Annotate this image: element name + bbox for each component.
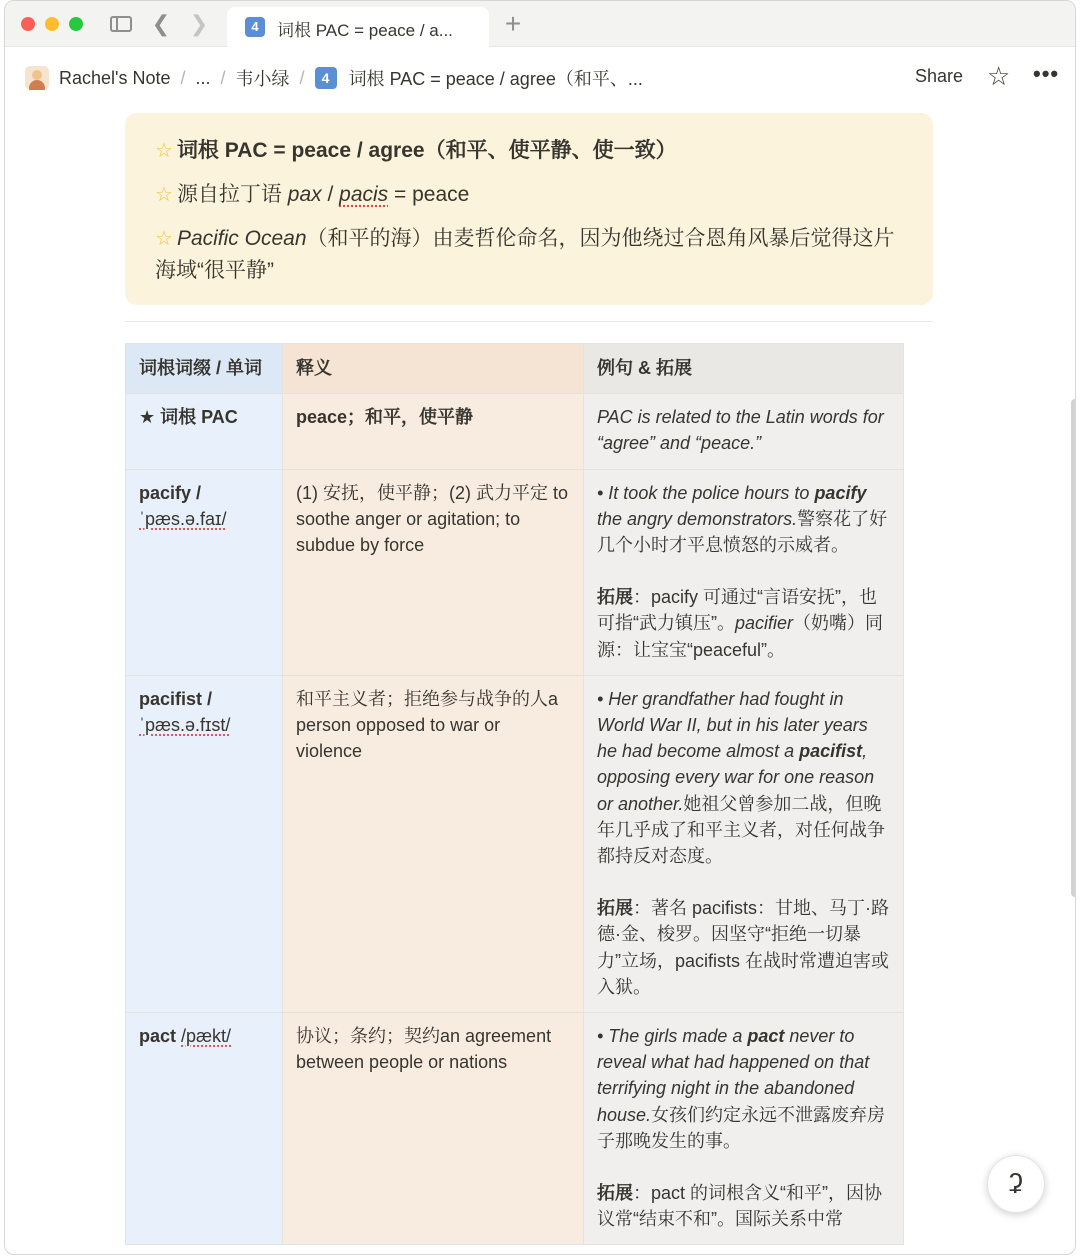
- extension-text: ：pacify 可通过“言语安抚”，也可指“武力镇压”。: [597, 587, 878, 634]
- share-button[interactable]: Share: [915, 66, 964, 86]
- cell-meaning[interactable]: 协议；条约；契约an agreement between people or nations: [283, 1013, 584, 1245]
- example-translation: 警察花了好几个小时才平息愤怒的示威者。: [597, 508, 888, 556]
- back-arrow-icon[interactable]: ❮: [151, 11, 171, 36]
- cell-word[interactable]: [126, 675, 283, 1012]
- keycap-four-icon: 4: [245, 17, 265, 37]
- example-text: • It took the police hours to: [597, 482, 815, 503]
- extension-label: 拓展: [597, 1183, 633, 1204]
- star-icon: ☆: [155, 228, 173, 250]
- example-sentence: [597, 480, 891, 559]
- keycap-four-icon: 4: [315, 67, 337, 89]
- favorite-star-icon[interactable]: ☆: [987, 61, 1011, 91]
- cell-meaning[interactable]: peace；和平，使平静: [283, 394, 584, 469]
- divider: [125, 321, 933, 322]
- example-text: never to reveal what had happened on that terrifying night in the abandoned house.: [597, 1026, 870, 1125]
- ipa-text: /pækt/: [181, 1026, 232, 1047]
- star-icon: ☆: [155, 184, 173, 206]
- callout-text: /: [321, 183, 340, 206]
- close-window-button[interactable]: [21, 17, 35, 31]
- breadcrumb-ellipsis[interactable]: ...: [195, 67, 211, 88]
- example-translation: 女孩们约定永远不泄露废弃房子那晚发生的事。: [597, 1104, 886, 1151]
- word-text: pacify /: [139, 482, 202, 503]
- page-topbar: [5, 47, 1075, 109]
- table-row: [126, 675, 904, 1012]
- table-row: [126, 1013, 904, 1245]
- cell-word[interactable]: [126, 1013, 283, 1245]
- cell-example[interactable]: [584, 469, 904, 675]
- header-example[interactable]: 例句 & 拓展: [584, 344, 904, 394]
- table-row: [126, 394, 904, 469]
- table-header-row: [126, 344, 904, 394]
- breadcrumb-workspace[interactable]: Rachel's Note: [59, 67, 171, 88]
- extension-note: [597, 1180, 891, 1232]
- example-keyword: pact: [747, 1026, 785, 1047]
- extension-label: 拓展: [597, 898, 633, 919]
- word-text: pact: [139, 1026, 182, 1047]
- sidebar-toggle-icon[interactable]: [109, 13, 133, 35]
- table-row: [126, 469, 904, 675]
- latin-pacis: pacis: [339, 183, 389, 206]
- tab-title: 词根 PAC = peace / a...: [277, 21, 453, 40]
- example-sentence: [597, 686, 891, 869]
- tab-strip: [5, 1, 1075, 47]
- word-text: pacifist /: [139, 688, 213, 709]
- extension-italic: pacifier: [735, 613, 794, 634]
- callout-text: = peace: [388, 183, 470, 206]
- breadcrumb: [25, 65, 643, 91]
- star-icon: ☆: [155, 140, 173, 162]
- example-sentence: [597, 1023, 891, 1154]
- extension-text: ：pact 的词根含义“和平”，因协议常“结束不和”。国际关系中常: [597, 1183, 883, 1230]
- breadcrumb-separator: /: [299, 67, 305, 88]
- cell-word[interactable]: [126, 469, 283, 675]
- vocab-table: [125, 343, 904, 1245]
- cell-meaning[interactable]: 和平主义者；拒绝参与战争的人a person opposed to war or violence: [283, 675, 584, 1012]
- latin-pax: pax: [287, 183, 322, 206]
- more-options-icon[interactable]: •••: [1033, 61, 1060, 86]
- callout-text: 源自拉丁语: [176, 183, 288, 206]
- new-tab-plus-icon[interactable]: +: [504, 8, 522, 39]
- minimize-window-button[interactable]: [45, 17, 59, 31]
- cell-example[interactable]: [584, 675, 904, 1012]
- extension-text: ：著名 pacifists：甘地、马丁·路德·金、梭罗。因坚守“拒绝一切暴力”立场，pacifists 在战时常遭迫害或入狱。: [597, 898, 890, 997]
- extension-text: （奶嘴）同源：让宝宝“peaceful”。: [597, 613, 884, 660]
- workspace-avatar-icon: [25, 66, 49, 90]
- extension-note: [597, 584, 891, 663]
- maximize-window-button[interactable]: [69, 17, 83, 31]
- forward-arrow-icon[interactable]: ❯: [189, 11, 209, 36]
- vertical-scrollbar[interactable]: [1071, 399, 1076, 897]
- callout-line-1: [155, 135, 903, 167]
- pacific-ocean: Pacific Ocean: [176, 227, 307, 250]
- tab-current-page[interactable]: [227, 7, 489, 47]
- callout-line-3: [155, 223, 903, 286]
- cell-word[interactable]: ★ 词根 PAC: [126, 394, 283, 469]
- ipa-text: ˈpæs.ə.faɪ/: [139, 508, 227, 529]
- header-word[interactable]: 词根词缀 / 单词: [126, 344, 283, 394]
- ipa-text: ˈpæs.ə.fɪst/: [139, 715, 231, 736]
- callout-text: （和平的海）由麦哲伦命名，因为他绕过合恩角风暴后觉得这片海域“很平静”: [155, 227, 895, 282]
- example-text: the angry demonstrators.: [597, 508, 798, 529]
- example-text: , opposing every war for one reason or another.: [597, 741, 875, 814]
- extension-note: [597, 895, 891, 1000]
- breadcrumb-separator: /: [220, 67, 226, 88]
- breadcrumb-current-page[interactable]: 词根 PAC = peace / agree（和平、...: [348, 69, 643, 89]
- cell-example[interactable]: [584, 1013, 904, 1245]
- callout-block: [125, 113, 933, 305]
- example-text: • The girls made a: [597, 1026, 748, 1047]
- example-keyword: pacify: [814, 482, 867, 503]
- cell-example[interactable]: PAC is related to the Latin words for “agree” and “peace.”: [584, 394, 904, 469]
- callout-line-2: [155, 179, 903, 211]
- help-assistant-icon[interactable]: ʡ: [987, 1155, 1045, 1213]
- browser-window: [4, 0, 1076, 1255]
- breadcrumb-parent[interactable]: 韦小绿: [235, 69, 290, 89]
- extension-label: 拓展: [597, 587, 633, 608]
- example-translation: 她祖父曾参加二战，但晚年几乎成了和平主义者，对任何战争都持反对态度。: [597, 793, 885, 867]
- header-meaning[interactable]: 释义: [283, 344, 584, 394]
- cell-meaning[interactable]: (1) 安抚，使平静；(2) 武力平定 to soothe anger or agitation; to subdue by force: [283, 469, 584, 675]
- breadcrumb-separator: /: [180, 67, 186, 88]
- example-text: • Her grandfather had fought in World War II, but in his later years he had become almost a: [597, 688, 868, 762]
- callout-title: 词根 PAC = peace / agree（和平、使平静、使一致）: [176, 139, 677, 162]
- example-keyword: pacifist: [799, 741, 863, 762]
